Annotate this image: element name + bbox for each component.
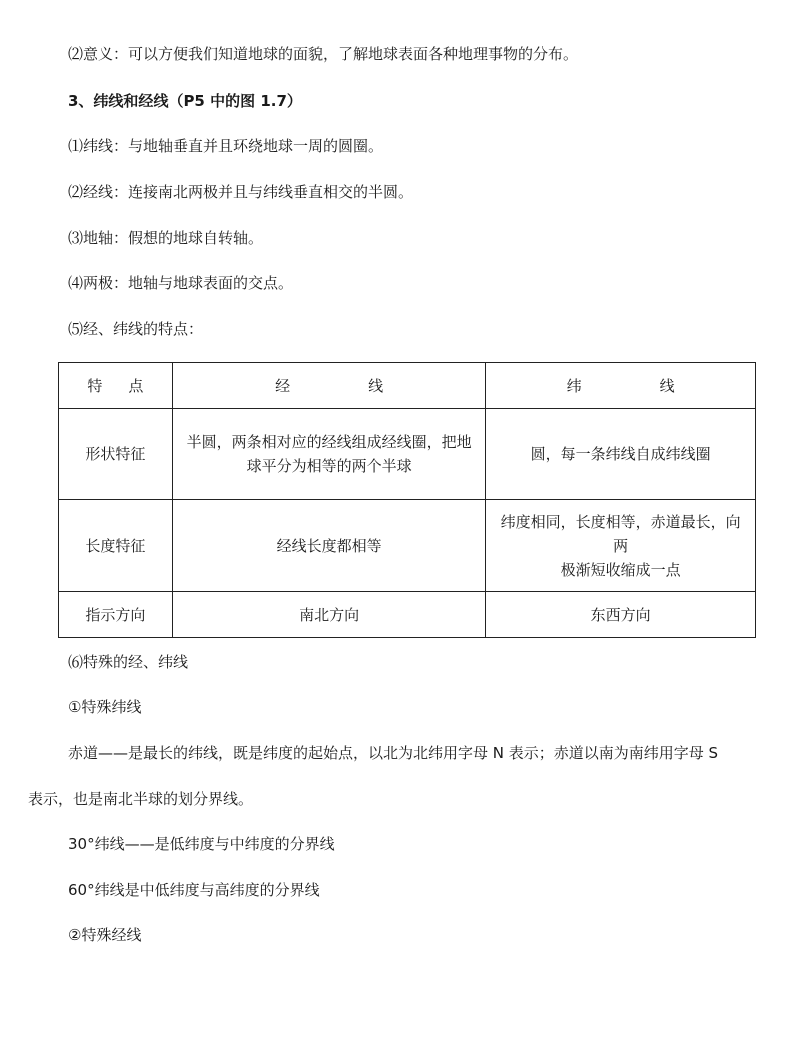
jingxian-definition: ⑵经线：连接南北两极并且与纬线垂直相交的半圆。 (68, 183, 414, 201)
latitude-60-line: 60°纬线是中低纬度与高纬度的分界线 (68, 881, 320, 899)
weixian-definition: ⑴纬线：与地轴垂直并且环绕地球一周的圆圈。 (68, 137, 384, 155)
meaning-line: ⑵意义：可以方便我们知道地球的面貌，了解地球表面各种地理事物的分布。 (68, 45, 579, 63)
weixian-cell: 圆，每一条纬线自成纬线圈 (486, 409, 756, 500)
jingxian-cell: 经线长度都相等 (172, 500, 486, 592)
equator-line-1: 赤道——是最长的纬线，既是纬度的起始点，以北为北纬用字母 N 表示；赤道以南为南纬用字母 S (68, 744, 719, 762)
row-label: 长度特征 (59, 500, 173, 592)
weixian-cell: 纬度相同，长度相等，赤道最长，向两 极渐短收缩成一点 (486, 500, 756, 592)
liangji-definition: ⑷两极：地轴与地球表面的交点。 (68, 274, 294, 292)
header-cell-weixian: 纬 线 (486, 363, 756, 409)
features-intro: ⑸经、纬线的特点： (68, 320, 204, 338)
special-latitude-heading: ①特殊纬线 (68, 698, 142, 716)
weixian-cell: 东西方向 (486, 592, 756, 638)
jingxian-cell: 半圆，两条相对应的经线组成经线圈，把地 球平分为相等的两个半球 (172, 409, 486, 500)
table-row (59, 500, 756, 592)
features-table (58, 362, 756, 638)
section-heading: 3、纬线和经线（P5 中的图 1.7） (68, 92, 302, 110)
table-row (59, 592, 756, 638)
special-longitude-heading: ②特殊经线 (68, 926, 142, 944)
table-row (59, 409, 756, 500)
jingxian-cell: 南北方向 (172, 592, 486, 638)
equator-line-2: 表示，也是南北半球的划分界线。 (28, 790, 254, 808)
dizhou-definition: ⑶地轴：假想的地球自转轴。 (68, 229, 264, 247)
table-header-row (59, 363, 756, 409)
row-label: 指示方向 (59, 592, 173, 638)
latitude-30-line: 30°纬线——是低纬度与中纬度的分界线 (68, 835, 335, 853)
row-label: 形状特征 (59, 409, 173, 500)
header-cell-feature: 特 点 (59, 363, 173, 409)
special-lines-heading: ⑹特殊的经、纬线 (68, 653, 189, 671)
header-cell-jingxian: 经 线 (172, 363, 486, 409)
